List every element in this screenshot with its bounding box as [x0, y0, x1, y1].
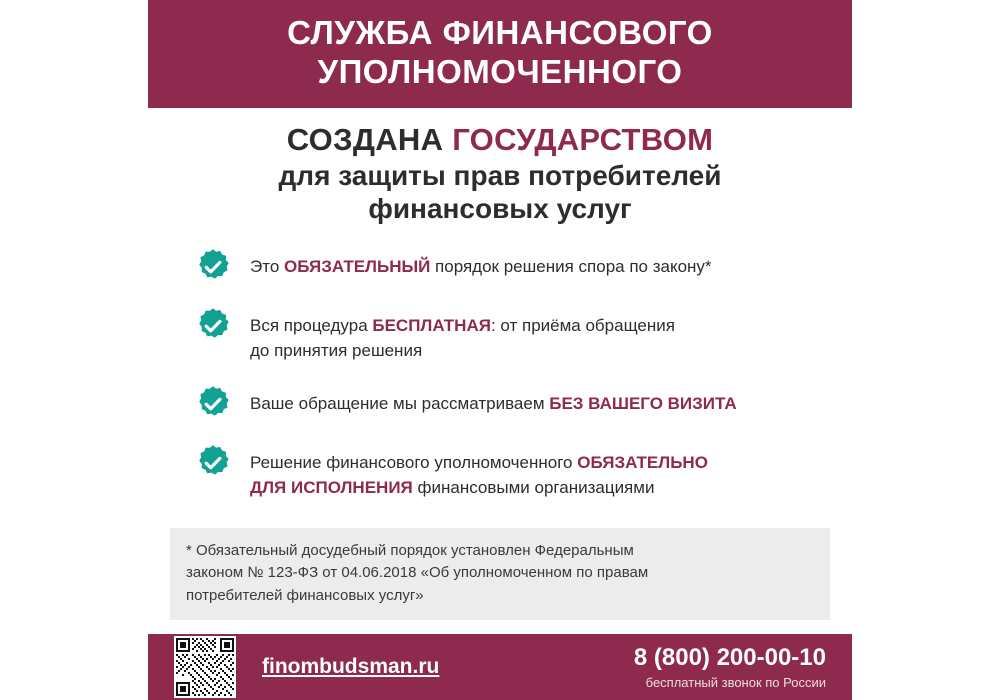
website-link[interactable]: finombudsman.ru	[262, 655, 440, 679]
phone-note: бесплатный звонок по России	[645, 675, 826, 691]
phone-number[interactable]: 8 (800) 200-00-10	[633, 644, 826, 672]
subtitle-line-3: финансовых услуг	[368, 193, 632, 225]
poster-footer	[148, 634, 852, 700]
poster-body	[148, 108, 852, 522]
poster-subtitle	[170, 122, 830, 226]
qr-code-icon[interactable]	[174, 636, 236, 698]
header-line-2: УПОЛНОМОЧЕННОГО	[317, 52, 683, 90]
header-line-1: СЛУЖБА ФИНАНСОВОГО	[287, 14, 713, 51]
list-item-text: Вся процедура БЕСПЛАТНАЯ: от приёма обращения до принятия решения	[250, 315, 675, 361]
poster-header	[148, 0, 852, 108]
list-item-text: Это ОБЯЗАТЕЛЬНЫЙ порядок решения спора по закону*	[250, 256, 712, 276]
poster	[148, 0, 852, 700]
check-badge-icon	[194, 248, 232, 286]
footnote-box	[170, 528, 830, 621]
footnote-line-2: законом № 123-ФЗ от 04.06.2018 «Об уполномоченном по правам	[186, 564, 649, 582]
list-item	[170, 307, 830, 364]
subtitle-line-1-highlight: ГОСУДАРСТВОМ	[452, 121, 714, 157]
check-badge-icon	[194, 385, 232, 423]
subtitle-line-1-prefix: СОЗДАНА	[286, 121, 453, 157]
subtitle-line-2: для защиты прав потребителей	[278, 159, 722, 191]
list-item	[170, 385, 830, 423]
list-item-text: Решение финансового уполномоченного ОБЯЗАТЕЛЬНО ДЛЯ ИСПОЛНЕНИЯ финансовыми организациями	[250, 452, 708, 498]
bullet-list	[170, 248, 830, 501]
check-badge-icon	[194, 444, 232, 482]
list-item	[170, 444, 830, 501]
list-item-text: Ваше обращение мы рассматриваем БЕЗ ВАШЕГО ВИЗИТА	[250, 393, 737, 413]
footnote-line-1: * Обязательный досудебный порядок установлен Федеральным	[186, 541, 634, 559]
contact-block	[634, 644, 826, 690]
footnote-line-3: потребителей финансовых услуг»	[186, 586, 424, 604]
subtitle-line-1	[170, 122, 830, 158]
list-item	[170, 248, 830, 286]
check-badge-icon	[194, 307, 232, 345]
